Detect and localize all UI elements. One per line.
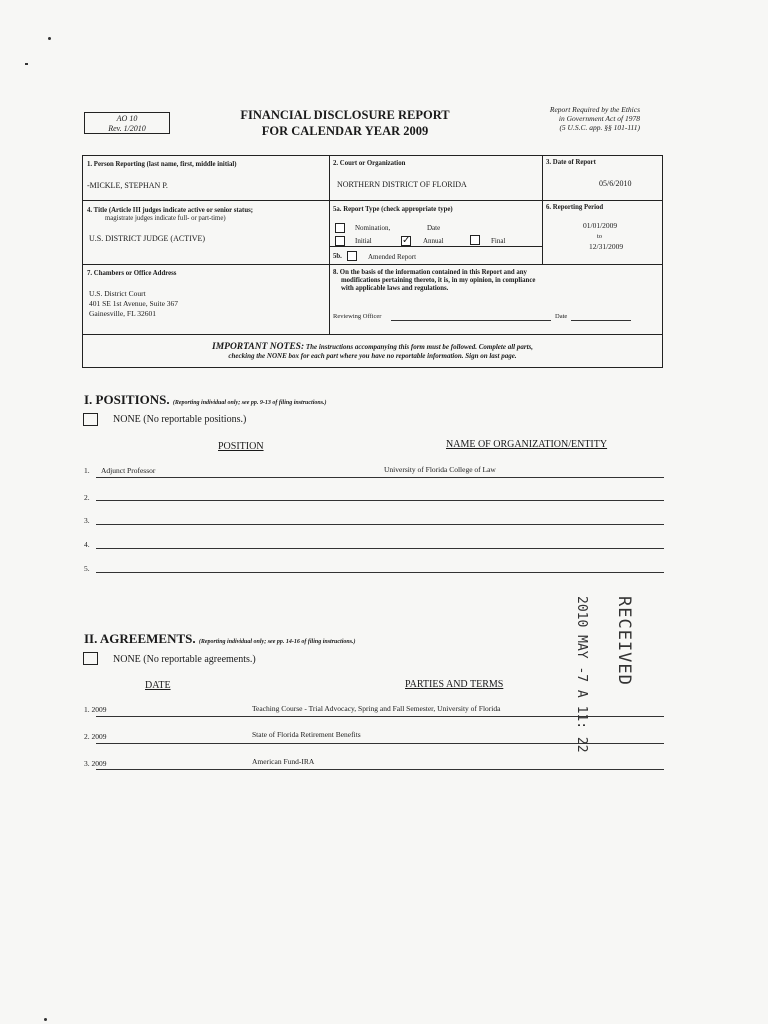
position-row-num: 1. [84,466,90,475]
important-notes-line2: checking the NONE box for each part where you have no reportable information. Sign on last page. [228,352,517,360]
amended-label-prefix: 5b. [333,253,342,260]
report-title-line2: FOR CALENDAR YEAR 2009 [261,124,429,138]
review-date-label: Date [555,313,568,320]
agreement-terms: Teaching Course - Trial Advocacy, Spring and Fall Semester, University of Florida [252,704,501,713]
certification-line1: 8. On the basis of the information contained in this Report and any [333,269,527,276]
agreements-heading-text: II. AGREEMENTS. [84,631,196,646]
table-row-line [96,548,664,549]
certification-line2: modifications pertaining thereto, it is, in my opinion, in compliance [341,277,536,284]
position-row-org: University of Florida College of Law [384,465,496,474]
agreements-heading [84,631,356,647]
amended-label: Amended Report [368,253,417,261]
report-info-form [82,155,663,368]
scan-speck [48,37,51,40]
annual-checkbox[interactable]: ✓ [402,235,411,246]
table-row-line [96,524,664,525]
ref-line2: in Government Act of 1978 [558,114,640,123]
report-title [200,107,490,139]
form-id-box [84,112,170,134]
address-line3: Gainesville, FL 32601 [89,309,157,318]
table-row-line [96,572,664,573]
important-notes-line1: The instructions accompanying this form must be followed. Complete all parts, [305,343,533,351]
title-label-2: magistrate judges indicate full- or part-time) [105,215,226,222]
final-checkbox[interactable] [470,235,480,245]
report-title-line1: FINANCIAL DISCLOSURE REPORT [240,108,450,122]
form-divider [83,264,662,265]
court-label: 2. Court or Organization [333,160,406,167]
address-line1: U.S. District Court [89,289,146,298]
positions-none-checkbox[interactable] [83,413,98,426]
positions-heading-text: I. POSITIONS. [84,392,170,407]
nomination-checkbox[interactable] [335,223,345,233]
important-notes-heading: IMPORTANT NOTES: [212,342,305,352]
form-divider [329,156,330,334]
agreement-date: 1. 2009 [84,705,107,714]
nomination-date-label: Date [427,224,441,232]
scan-speck [44,1018,47,1021]
form-divider [542,156,543,264]
initial-checkbox[interactable] [335,236,345,246]
address-line2: 401 SE 1st Avenue, Suite 367 [89,299,179,308]
scan-speck [25,63,28,65]
report-date-value: 05/6/2010 [599,179,632,188]
period-to: 12/31/2009 [589,242,624,251]
report-type-label: 5a. Report Type (check appropriate type) [333,206,453,213]
agreement-terms: State of Florida Retirement Benefits [252,730,361,739]
title-label-1: 4. Title (Article III judges indicate active or senior status; [87,207,254,214]
form-id: AO 10 [116,114,138,123]
received-stamp-date: 2010 MAY -7 A 11: 22 [574,596,589,753]
agreement-terms: American Fund-IRA [252,757,315,766]
positions-heading [84,392,327,408]
table-row-line [96,500,664,501]
ref-line3: (5 U.S.C. app. §§ 101-111) [559,123,640,132]
important-notes [83,343,662,361]
position-row-title: Adjunct Professor [101,466,156,475]
review-date-line[interactable] [571,320,631,321]
annual-label: Annual [423,237,444,245]
period-from: 01/01/2009 [583,221,618,230]
reviewing-officer-signature-line[interactable] [391,320,551,321]
parties-column-header: PARTIES AND TERMS [405,679,504,690]
statutory-reference [520,105,640,132]
position-row-num: 5. [84,564,90,573]
form-revision: Rev. 1/2010 [108,124,146,133]
title-value: U.S. DISTRICT JUDGE (ACTIVE) [89,234,206,243]
positions-none-label: NONE (No reportable positions.) [113,414,247,425]
ref-line1: Report Required by the Ethics [549,105,640,114]
person-reporting-value: -MICKLE, STEPHAN P. [87,181,168,190]
position-row-num: 3. [84,516,90,525]
court-value: NORTHERN DISTRICT OF FLORIDA [337,180,467,189]
table-row-line [96,769,664,770]
agreements-none-checkbox[interactable] [83,652,98,665]
form-divider [83,200,662,201]
person-reporting-label: 1. Person Reporting (last name, first, middle initial) [87,161,237,168]
reviewing-officer-label: Reviewing Officer [333,313,382,320]
positions-heading-note: (Reporting individual only; see pp. 9-13 of filing instructions.) [172,400,327,406]
agreements-heading-note: (Reporting individual only; see pp. 14-16 of filing instructions.) [198,639,356,645]
received-stamp-word: RECEIVED [614,596,634,686]
date-column-header: DATE [145,680,171,691]
position-row-num: 2. [84,493,90,502]
certification-line3: with applicable laws and regulations. [341,285,449,292]
report-date-label: 3. Date of Report [546,159,596,166]
agreements-none-label: NONE (No reportable agreements.) [113,654,256,665]
agreement-date: 3. 2009 [84,759,107,768]
form-divider [83,334,662,335]
position-column-header: POSITION [218,441,264,452]
position-row-num: 4. [84,540,90,549]
period-to-word: to [597,233,603,240]
nomination-label: Nomination, [355,224,391,232]
amended-checkbox[interactable] [347,251,357,261]
address-label: 7. Chambers or Office Address [87,270,177,277]
final-label: Final [491,237,506,245]
agreement-date: 2. 2009 [84,732,107,741]
received-stamp [536,596,648,753]
table-row-line [96,477,664,478]
initial-label: Initial [355,237,372,245]
form-divider [329,246,542,247]
organization-column-header: NAME OF ORGANIZATION/ENTITY [446,439,608,450]
reporting-period-label: 6. Reporting Period [546,204,604,211]
